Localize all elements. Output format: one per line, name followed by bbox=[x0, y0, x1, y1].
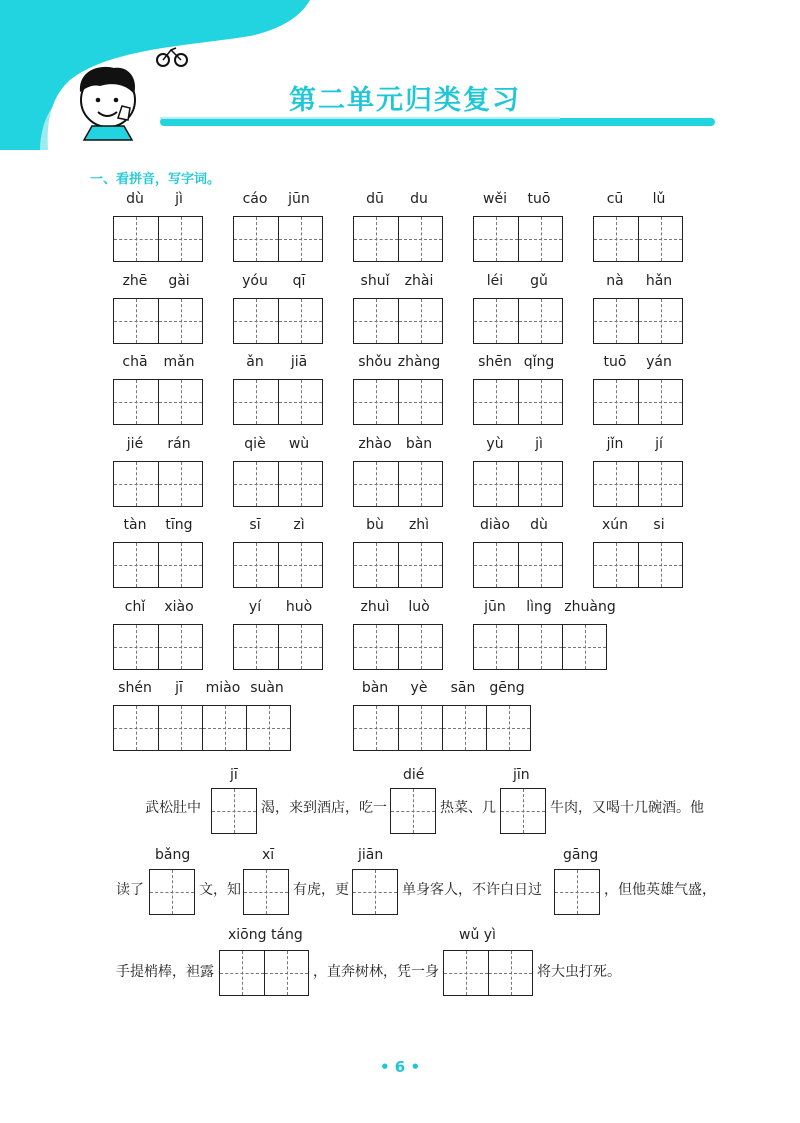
writing-grid[interactable] bbox=[473, 461, 563, 507]
pinyin-label bbox=[593, 516, 681, 534]
writing-cell[interactable] bbox=[114, 625, 158, 669]
writing-cell[interactable] bbox=[638, 543, 682, 587]
passage-pinyin: xī bbox=[262, 847, 275, 863]
passage-pinyin: dié bbox=[403, 767, 425, 783]
pinyin-label bbox=[113, 679, 289, 697]
writing-grid[interactable] bbox=[473, 298, 563, 344]
pinyin-syllable: qī bbox=[292, 273, 306, 289]
writing-cell[interactable] bbox=[246, 706, 290, 750]
pinyin-syllable: ǎn bbox=[246, 354, 264, 370]
writing-cell[interactable] bbox=[202, 706, 246, 750]
writing-cell[interactable] bbox=[278, 462, 322, 506]
writing-cell[interactable] bbox=[518, 380, 562, 424]
writing-cell[interactable] bbox=[158, 299, 202, 343]
pinyin-syllable: shēn bbox=[478, 354, 512, 370]
pinyin-syllable: yóu bbox=[242, 273, 268, 289]
pinyin-label bbox=[233, 598, 321, 616]
pinyin-syllable: jì bbox=[175, 191, 183, 207]
writing-cell[interactable] bbox=[398, 625, 442, 669]
writing-cell[interactable] bbox=[234, 462, 278, 506]
writing-cell[interactable] bbox=[278, 299, 322, 343]
pinyin-syllable: jiā bbox=[290, 354, 308, 370]
passage-text: 牛肉，又喝十几碗酒。他 bbox=[550, 800, 704, 816]
writing-grid[interactable] bbox=[113, 216, 203, 262]
pinyin-syllable: yí bbox=[248, 599, 262, 615]
passage-text: 文，知 bbox=[199, 882, 241, 898]
pinyin-label bbox=[473, 598, 619, 616]
pinyin-label bbox=[473, 516, 561, 534]
pinyin-syllable: zhì bbox=[408, 517, 430, 533]
pinyin-syllable: zhuì bbox=[360, 599, 390, 615]
writing-cell[interactable] bbox=[354, 706, 398, 750]
writing-cell[interactable] bbox=[278, 380, 322, 424]
passage-text: 读了 bbox=[116, 882, 144, 898]
writing-cell[interactable] bbox=[278, 217, 322, 261]
writing-cell[interactable] bbox=[474, 299, 518, 343]
writing-cell[interactable] bbox=[158, 625, 202, 669]
pinyin-syllable: dū bbox=[366, 191, 384, 207]
writing-cell[interactable] bbox=[474, 217, 518, 261]
writing-cell[interactable] bbox=[398, 380, 442, 424]
passage-text: ，直奔树林，凭一身 bbox=[313, 964, 439, 980]
pinyin-syllable: zì bbox=[293, 517, 305, 533]
pinyin-syllable: miào bbox=[205, 680, 241, 696]
pinyin-label bbox=[353, 516, 441, 534]
passage-pinyin: wǔ yì bbox=[459, 927, 496, 943]
writing-grid[interactable] bbox=[353, 461, 443, 507]
pinyin-syllable: chā bbox=[122, 354, 148, 370]
writing-cell[interactable] bbox=[442, 706, 486, 750]
writing-cell[interactable] bbox=[398, 462, 442, 506]
pinyin-syllable: wù bbox=[288, 436, 310, 452]
pinyin-syllable: du bbox=[410, 191, 428, 207]
writing-cell[interactable] bbox=[114, 299, 158, 343]
passage-pinyin: jī bbox=[230, 767, 238, 783]
writing-cell[interactable] bbox=[354, 625, 398, 669]
passage-text: 武松肚中 bbox=[145, 800, 201, 816]
writing-cell[interactable] bbox=[354, 462, 398, 506]
writing-cell[interactable] bbox=[158, 380, 202, 424]
pinyin-label bbox=[233, 353, 321, 371]
writing-cell[interactable] bbox=[518, 462, 562, 506]
pinyin-label bbox=[113, 516, 201, 534]
writing-cell[interactable] bbox=[638, 299, 682, 343]
passage-text: 有虎，更 bbox=[293, 882, 349, 898]
writing-grid[interactable] bbox=[593, 542, 683, 588]
writing-cell[interactable] bbox=[158, 706, 202, 750]
pinyin-syllable: tuō bbox=[527, 191, 551, 207]
pinyin-syllable: dù bbox=[126, 191, 144, 207]
writing-cell[interactable] bbox=[158, 543, 202, 587]
passage-text: 热菜、几 bbox=[440, 800, 496, 816]
pinyin-label bbox=[353, 190, 441, 208]
pinyin-syllable: jūn bbox=[484, 599, 506, 615]
writing-cell[interactable] bbox=[234, 625, 278, 669]
pinyin-syllable: sān bbox=[450, 680, 476, 696]
writing-cell[interactable] bbox=[398, 299, 442, 343]
page-number: • 6 • bbox=[379, 1058, 421, 1076]
answer-box[interactable] bbox=[390, 788, 436, 834]
pinyin-label bbox=[593, 435, 681, 453]
passage-text: 单身客人，不许白日过 bbox=[402, 882, 542, 898]
pinyin-syllable: zhàng bbox=[397, 354, 441, 370]
writing-cell[interactable] bbox=[114, 543, 158, 587]
pinyin-syllable: suàn bbox=[250, 680, 284, 696]
writing-grid[interactable] bbox=[233, 461, 323, 507]
pinyin-syllable: chǐ bbox=[124, 599, 146, 615]
writing-cell[interactable] bbox=[594, 543, 638, 587]
writing-cell[interactable] bbox=[638, 462, 682, 506]
writing-cell[interactable] bbox=[518, 217, 562, 261]
pinyin-syllable: cū bbox=[606, 191, 624, 207]
writing-cell[interactable] bbox=[354, 380, 398, 424]
pinyin-syllable: shuǐ bbox=[360, 273, 390, 289]
pinyin-syllable: jūn bbox=[288, 191, 310, 207]
answer-box[interactable] bbox=[554, 869, 600, 915]
pinyin-label bbox=[353, 435, 441, 453]
writing-cell[interactable] bbox=[474, 380, 518, 424]
pinyin-label bbox=[113, 190, 201, 208]
pinyin-label bbox=[353, 353, 441, 371]
writing-grid[interactable] bbox=[233, 379, 323, 425]
pinyin-syllable: si bbox=[653, 517, 665, 533]
writing-grid[interactable] bbox=[593, 461, 683, 507]
pinyin-syllable: gài bbox=[168, 273, 190, 289]
writing-cell[interactable] bbox=[474, 625, 518, 669]
writing-grid[interactable] bbox=[473, 542, 563, 588]
pinyin-syllable: nà bbox=[606, 273, 624, 289]
pinyin-label bbox=[113, 598, 201, 616]
writing-cell[interactable] bbox=[158, 462, 202, 506]
answer-box[interactable] bbox=[211, 788, 257, 834]
writing-cell[interactable] bbox=[234, 543, 278, 587]
writing-cell[interactable] bbox=[518, 625, 562, 669]
page-title: 第二单元归类复习 bbox=[289, 85, 521, 116]
pinyin-syllable: shén bbox=[118, 680, 152, 696]
writing-cell[interactable] bbox=[518, 299, 562, 343]
writing-cell[interactable] bbox=[114, 380, 158, 424]
answer-box[interactable] bbox=[243, 869, 289, 915]
pinyin-syllable: jié bbox=[126, 436, 144, 452]
pinyin-label bbox=[113, 272, 201, 290]
pinyin-label bbox=[113, 353, 201, 371]
pinyin-label bbox=[473, 353, 561, 371]
answer-box[interactable] bbox=[149, 869, 195, 915]
answer-box[interactable] bbox=[443, 950, 533, 996]
writing-cell[interactable] bbox=[234, 299, 278, 343]
pinyin-syllable: tàn bbox=[123, 517, 147, 533]
passage-pinyin: xiōng táng bbox=[228, 927, 303, 943]
writing-grid[interactable] bbox=[353, 705, 531, 751]
pinyin-syllable: gēng bbox=[489, 680, 525, 696]
pinyin-syllable: jī bbox=[175, 680, 183, 696]
pinyin-label bbox=[113, 435, 201, 453]
pinyin-syllable: bù bbox=[366, 517, 384, 533]
pinyin-syllable: dù bbox=[530, 517, 548, 533]
writing-grid[interactable] bbox=[233, 216, 323, 262]
writing-grid[interactable] bbox=[353, 298, 443, 344]
passage-pinyin: gāng bbox=[563, 847, 599, 863]
writing-cell[interactable] bbox=[158, 217, 202, 261]
writing-grid[interactable] bbox=[473, 624, 607, 670]
passage-text: 将大虫打死。 bbox=[537, 964, 621, 980]
answer-box[interactable] bbox=[500, 788, 546, 834]
writing-cell[interactable] bbox=[594, 299, 638, 343]
writing-grid[interactable] bbox=[353, 542, 443, 588]
writing-cell[interactable] bbox=[114, 462, 158, 506]
pinyin-label bbox=[473, 435, 561, 453]
passage-text: 手提梢棒，袒露 bbox=[116, 964, 214, 980]
pinyin-syllable: tuō bbox=[603, 354, 627, 370]
pinyin-syllable: shǒu bbox=[358, 354, 392, 370]
writing-grid[interactable] bbox=[473, 216, 563, 262]
pinyin-syllable: yù bbox=[486, 436, 504, 452]
writing-cell[interactable] bbox=[398, 217, 442, 261]
pinyin-syllable: zhài bbox=[404, 273, 434, 289]
writing-grid[interactable] bbox=[113, 624, 203, 670]
pinyin-syllable: yán bbox=[646, 354, 672, 370]
pinyin-label bbox=[233, 190, 321, 208]
writing-grid[interactable] bbox=[233, 298, 323, 344]
writing-cell[interactable] bbox=[638, 217, 682, 261]
writing-cell[interactable] bbox=[474, 462, 518, 506]
writing-cell[interactable] bbox=[354, 543, 398, 587]
pinyin-label bbox=[593, 272, 681, 290]
pinyin-syllable: tīng bbox=[165, 517, 193, 533]
pinyin-syllable: lìng bbox=[526, 599, 552, 615]
pinyin-syllable: jǐn bbox=[606, 436, 624, 452]
section-heading: 一、看拼音，写字词。 bbox=[90, 172, 221, 187]
writing-grid[interactable] bbox=[113, 461, 203, 507]
writing-grid[interactable] bbox=[353, 379, 443, 425]
pinyin-syllable: luò bbox=[408, 599, 430, 615]
answer-box[interactable] bbox=[219, 950, 309, 996]
writing-grid[interactable] bbox=[233, 624, 323, 670]
writing-grid[interactable] bbox=[353, 216, 443, 262]
writing-cell[interactable] bbox=[354, 217, 398, 261]
pinyin-syllable: xiào bbox=[164, 599, 194, 615]
writing-cell[interactable] bbox=[398, 706, 442, 750]
pinyin-label bbox=[353, 272, 441, 290]
writing-cell[interactable] bbox=[518, 543, 562, 587]
pinyin-syllable: bàn bbox=[361, 680, 389, 696]
passage-pinyin: bǎng bbox=[155, 847, 191, 863]
pinyin-label bbox=[233, 272, 321, 290]
pinyin-syllable: zhuàng bbox=[564, 599, 616, 615]
writing-cell[interactable] bbox=[398, 543, 442, 587]
passage-text: 渴，来到酒店，吃一 bbox=[261, 800, 387, 816]
pinyin-label bbox=[353, 679, 529, 697]
pinyin-syllable: bàn bbox=[405, 436, 433, 452]
writing-cell[interactable] bbox=[594, 217, 638, 261]
writing-cell[interactable] bbox=[278, 625, 322, 669]
pinyin-syllable: diào bbox=[480, 517, 510, 533]
writing-grid[interactable] bbox=[593, 379, 683, 425]
writing-cell[interactable] bbox=[594, 462, 638, 506]
writing-cell[interactable] bbox=[114, 217, 158, 261]
pinyin-label bbox=[593, 190, 681, 208]
writing-cell[interactable] bbox=[278, 543, 322, 587]
pinyin-syllable: zhē bbox=[122, 273, 148, 289]
writing-cell[interactable] bbox=[486, 706, 530, 750]
pinyin-syllable: jì bbox=[535, 436, 543, 452]
pinyin-label bbox=[353, 598, 441, 616]
pinyin-syllable: zhào bbox=[358, 436, 392, 452]
pinyin-label bbox=[233, 516, 321, 534]
writing-grid[interactable] bbox=[113, 298, 203, 344]
writing-grid[interactable] bbox=[353, 624, 443, 670]
pinyin-syllable: cáo bbox=[242, 191, 268, 207]
writing-cell[interactable] bbox=[234, 217, 278, 261]
writing-cell[interactable] bbox=[354, 299, 398, 343]
pinyin-syllable: léi bbox=[486, 273, 504, 289]
pinyin-syllable: jí bbox=[655, 436, 663, 452]
passage-pinyin: jiān bbox=[358, 847, 384, 863]
pinyin-syllable: huò bbox=[285, 599, 313, 615]
writing-grid[interactable] bbox=[113, 542, 203, 588]
writing-cell[interactable] bbox=[234, 380, 278, 424]
writing-grid[interactable] bbox=[113, 705, 291, 751]
writing-cell[interactable] bbox=[562, 625, 606, 669]
pinyin-syllable: xún bbox=[601, 517, 629, 533]
pinyin-syllable: rán bbox=[167, 436, 191, 452]
pinyin-syllable: mǎn bbox=[163, 354, 195, 370]
writing-grid[interactable] bbox=[233, 542, 323, 588]
writing-cell[interactable] bbox=[114, 706, 158, 750]
answer-box[interactable] bbox=[352, 869, 398, 915]
pinyin-syllable: lǔ bbox=[652, 191, 666, 207]
pinyin-label bbox=[233, 435, 321, 453]
writing-cell[interactable] bbox=[594, 380, 638, 424]
pinyin-syllable: wěi bbox=[483, 191, 507, 207]
writing-cell[interactable] bbox=[474, 543, 518, 587]
pinyin-syllable: sī bbox=[249, 517, 261, 533]
writing-grid[interactable] bbox=[473, 379, 563, 425]
pinyin-syllable: qiè bbox=[244, 436, 266, 452]
pinyin-syllable: hǎn bbox=[645, 273, 673, 289]
pinyin-label bbox=[593, 353, 681, 371]
pinyin-label bbox=[473, 190, 561, 208]
pinyin-syllable: yè bbox=[410, 680, 428, 696]
pinyin-syllable: qǐng bbox=[523, 354, 555, 370]
pinyin-syllable: gǔ bbox=[530, 273, 548, 289]
writing-grid[interactable] bbox=[113, 379, 203, 425]
writing-cell[interactable] bbox=[638, 380, 682, 424]
writing-grid[interactable] bbox=[593, 298, 683, 344]
writing-grid[interactable] bbox=[593, 216, 683, 262]
passage-pinyin: jīn bbox=[513, 767, 530, 783]
passage-text: ，但他英雄气盛， bbox=[604, 882, 716, 898]
pinyin-label bbox=[473, 272, 561, 290]
